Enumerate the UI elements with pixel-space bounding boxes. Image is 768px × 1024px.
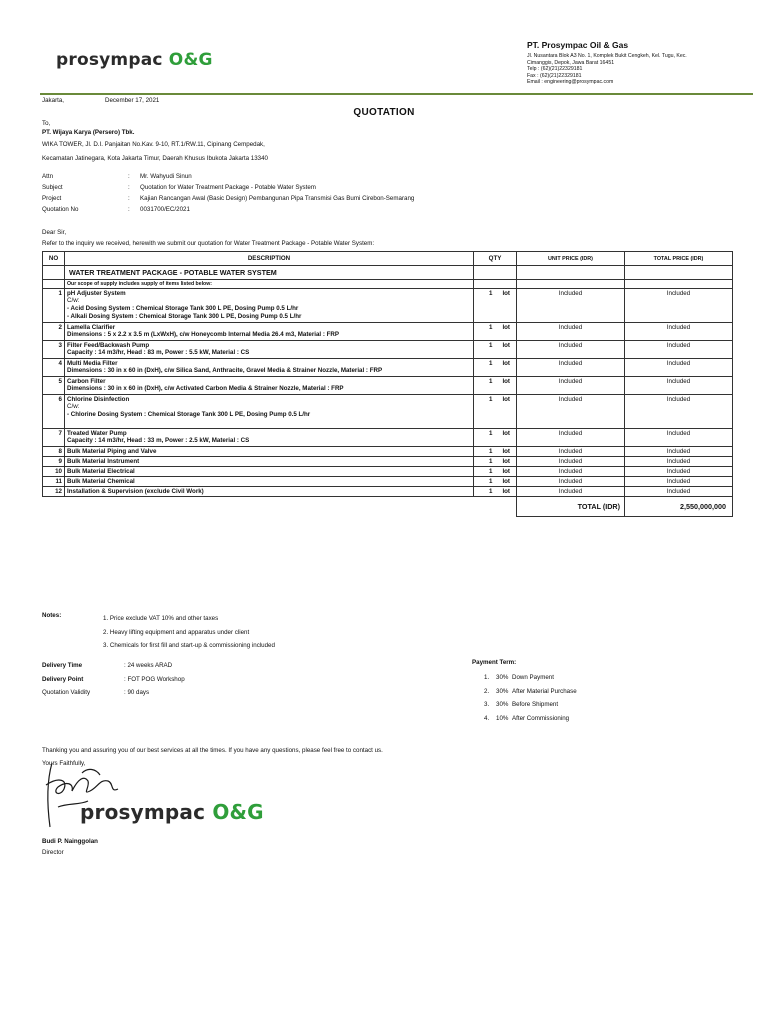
row-unit-price: Included <box>517 359 625 377</box>
row-qty <box>474 429 517 447</box>
row-title: Bulk Material Electrical <box>67 468 135 475</box>
row-unit-price: Included <box>517 487 625 497</box>
terms-block <box>42 659 185 700</box>
recipient-name: PT. Wijaya Karya (Persero) Tbk. <box>42 129 135 136</box>
row-title: Carbon Filter <box>67 378 106 385</box>
row-description <box>65 429 474 447</box>
row-total-price: Included <box>625 323 733 341</box>
row-qty-uom: lot <box>502 448 510 455</box>
section-title: WATER TREATMENT PACKAGE - POTABLE WATER SYSTEM <box>65 266 474 280</box>
row-title: Lamella Clarifier <box>67 324 116 331</box>
row-description <box>65 359 474 377</box>
scope-text: Our scope of supply includes supply of items listed below: <box>65 280 474 289</box>
logo-og: O&G <box>168 50 213 70</box>
row-qty-value: 1 <box>489 478 493 485</box>
col-qty: QTY <box>474 252 517 266</box>
quotation-table <box>42 251 733 517</box>
signer-position: Director <box>42 849 64 856</box>
row-no: 1 <box>43 289 65 323</box>
row-unit-price: Included <box>517 467 625 477</box>
row-detail-line: C/w: <box>67 403 80 410</box>
scope-row <box>43 280 733 289</box>
table-header-row <box>43 252 733 266</box>
row-title: Multi Media Filter <box>67 360 118 367</box>
company-name: PT. Prosympac Oil & Gas <box>527 40 629 50</box>
closing-regards: Yours Faithfully, <box>42 760 86 767</box>
row-qty-value: 1 <box>489 378 493 385</box>
payment-item: 1. 30% Down Payment <box>484 674 554 681</box>
row-qty-uom: lot <box>502 458 510 465</box>
term-quotation-validity: Quotation Validity : 90 days <box>42 689 150 696</box>
total-label: TOTAL (IDR) <box>517 497 625 517</box>
term-delivery-time: Delivery Time : 24 weeks ARAD <box>42 662 173 669</box>
table-row <box>43 323 733 341</box>
row-unit-price: Included <box>517 289 625 323</box>
row-description <box>65 377 474 395</box>
row-qty <box>474 457 517 467</box>
row-no: 9 <box>43 457 65 467</box>
table-row <box>43 477 733 487</box>
total-row <box>43 497 733 517</box>
table-row <box>43 341 733 359</box>
row-title: pH Adjuster System <box>67 290 126 297</box>
row-unit-price: Included <box>517 477 625 487</box>
row-qty-value: 1 <box>489 396 493 403</box>
row-title: Bulk Material Piping and Valve <box>67 448 157 455</box>
row-unit-price: Included <box>517 323 625 341</box>
payment-term-list <box>484 671 577 725</box>
row-description <box>65 457 474 467</box>
payment-term-label: Payment Term: <box>472 659 517 666</box>
row-detail-line <box>67 419 471 427</box>
closing-thanks: Thanking you and assuring you of our best services at all the times. If you have any questions, please feel free to contact us. <box>42 747 383 754</box>
row-total-price: Included <box>625 377 733 395</box>
company-email: Email : engineering@prosympac.com <box>527 79 614 86</box>
row-unit-price: Included <box>517 447 625 457</box>
row-qty-uom: lot <box>502 430 510 437</box>
row-total-price: Included <box>625 341 733 359</box>
row-total-price: Included <box>625 289 733 323</box>
row-total-price: Included <box>625 457 733 467</box>
row-total-price: Included <box>625 487 733 497</box>
row-unit-price: Included <box>517 341 625 359</box>
row-detail-line: - Chlorine Dosing System : Chemical Storage Tank 300 L PE, Dosing Pump 0.5 L/hr <box>67 411 311 418</box>
row-no: 10 <box>43 467 65 477</box>
row-qty <box>474 323 517 341</box>
row-no: 12 <box>43 487 65 497</box>
logo-text: prosympac <box>56 50 163 70</box>
row-qty-uom: lot <box>502 360 510 367</box>
intro-text: Refer to the inquiry we received, herewith we submit our quotation for Water Treatment Package - Potable Water System: <box>42 240 375 247</box>
signature-image <box>38 757 138 837</box>
stamp-logo-og: O&G <box>212 800 264 824</box>
row-unit-price: Included <box>517 395 625 429</box>
row-description <box>65 467 474 477</box>
row-unit-price: Included <box>517 457 625 467</box>
row-detail-line: - Alkali Dosing System : Chemical Storage Tank 300 L PE, Dosing Pump 0.5 L/hr <box>67 313 302 320</box>
note-item: 1. Price exclude VAT 10% and other taxes <box>103 615 219 622</box>
row-title: Bulk Material Instrument <box>67 458 140 465</box>
row-detail-line: - Acid Dosing System : Chemical Storage Tank 300 L PE, Dosing Pump 0.5 L/hr <box>67 305 299 312</box>
row-qty-uom: lot <box>502 396 510 403</box>
row-description <box>65 289 474 323</box>
row-total-price: Included <box>625 429 733 447</box>
to-label: To, <box>42 120 51 127</box>
row-total-price: Included <box>625 395 733 429</box>
row-qty <box>474 487 517 497</box>
row-total-price: Included <box>625 467 733 477</box>
row-qty-value: 1 <box>489 342 493 349</box>
row-qty-uom: lot <box>502 468 510 475</box>
meta-quotation-no: Quotation No : 0031700/EC/2021 <box>42 206 190 213</box>
row-no: 3 <box>43 341 65 359</box>
stamp-logo <box>80 800 264 824</box>
table-row <box>43 377 733 395</box>
row-qty-uom: lot <box>502 290 510 297</box>
row-no: 5 <box>43 377 65 395</box>
note-item: 3. Chemicals for first fill and start-up & commissioning included <box>103 642 275 649</box>
row-detail-line: Dimensions : 30 in x 60 in (DxH), c/w Activated Carbon Media & Strainer Nozzle, Material : FRP <box>67 385 344 392</box>
company-info <box>527 40 752 86</box>
row-qty-uom: lot <box>502 342 510 349</box>
row-detail-line: Dimensions : 30 in x 60 in (DxH), c/w Silica Sand, Anthracite, Gravel Media & Strainer Nozzle, Material : FRP <box>67 367 383 374</box>
payment-item: 2. 30% After Material Purchase <box>484 687 577 695</box>
row-qty <box>474 377 517 395</box>
meta-subject: Subject : Quotation for Water Treatment Package - Potable Water System <box>42 184 316 191</box>
row-qty-value: 1 <box>489 468 493 475</box>
date: December 17, 2021 <box>105 97 160 104</box>
row-title: Filter Feed/Backwash Pump <box>67 342 150 349</box>
row-detail-line: Capacity : 14 m3/hr, Head : 33 m, Power : 2.5 kW, Material : CS <box>67 437 250 444</box>
meta-attn: Attn : Mr. Wahyudi Sinun <box>42 173 192 180</box>
row-description <box>65 477 474 487</box>
col-unit-price: UNIT PRICE (IDR) <box>517 252 625 266</box>
row-detail-line: Capacity : 14 m3/hr, Head : 83 m, Power : 5.5 kW, Material : CS <box>67 349 250 356</box>
row-qty <box>474 447 517 457</box>
row-no: 4 <box>43 359 65 377</box>
row-no: 11 <box>43 477 65 487</box>
recipient-address-2: Kecamatan Jatinegara, Kota Jakarta Timur, Daerah Khusus Ibukota Jakarta 13340 <box>42 155 268 162</box>
row-qty <box>474 289 517 323</box>
company-address-2: Cimanggis, Depok, Jawa Barat 16451 <box>527 59 615 66</box>
row-qty-uom: lot <box>502 324 510 331</box>
row-qty <box>474 467 517 477</box>
page-title: QUOTATION <box>353 107 415 118</box>
company-telp: Telp : (62)(21)22329181 <box>527 66 583 73</box>
row-description <box>65 447 474 457</box>
note-item: 2. Heavy lifting equipment and apparatus under client <box>103 628 250 636</box>
greeting: Dear Sir, <box>42 229 67 236</box>
total-value: 2,550,000,000 <box>625 497 733 517</box>
table-row <box>43 467 733 477</box>
header-divider <box>40 93 753 95</box>
row-detail-line: C/w: <box>67 297 80 304</box>
company-logo <box>56 50 213 70</box>
row-title: Bulk Material Chemical <box>67 478 135 485</box>
company-fax: Fax : (62)(21)22329181 <box>527 72 582 79</box>
notes-label: Notes: <box>42 612 62 619</box>
col-total-price: TOTAL PRICE (IDR) <box>625 252 733 266</box>
term-delivery-point: Delivery Point : FOT POG Workshop <box>42 675 185 683</box>
row-qty <box>474 359 517 377</box>
row-qty-value: 1 <box>489 448 493 455</box>
table-row <box>43 289 733 323</box>
row-qty <box>474 477 517 487</box>
row-description <box>65 487 474 497</box>
row-qty-uom: lot <box>502 488 510 495</box>
meta-project: Project : Kajian Rancangan Awal (Basic Design) Pembangunan Pipa Transmisi Gas Bumi Cirebon-Semarang <box>42 195 415 202</box>
row-unit-price: Included <box>517 377 625 395</box>
col-no: NO <box>43 252 65 266</box>
row-title: Installation & Supervision (exclude Civil Work) <box>67 488 204 495</box>
row-no: 2 <box>43 323 65 341</box>
city: Jakarta, <box>42 97 65 104</box>
row-description <box>65 323 474 341</box>
recipient-address-1: WIKA TOWER, Jl. D.I. Panjaitan No.Kav. 9-10, RT.1/RW.11, Cipinang Cempedak, <box>42 141 265 148</box>
meta-block <box>42 173 414 217</box>
row-qty-value: 1 <box>489 290 493 297</box>
table-row <box>43 359 733 377</box>
row-description <box>65 341 474 359</box>
row-qty <box>474 395 517 429</box>
row-qty <box>474 341 517 359</box>
row-title: Chlorine Disinfection <box>67 396 130 403</box>
row-qty-uom: lot <box>502 378 510 385</box>
table-row <box>43 429 733 447</box>
table-row <box>43 395 733 429</box>
col-description: DESCRIPTION <box>65 252 474 266</box>
row-qty-value: 1 <box>489 324 493 331</box>
company-address-1: Jl. Nusantara Blok A3 No. 1, Komplek Bukit Cengkeh, Kel. Tugu, Kec. <box>527 53 687 59</box>
row-qty-value: 1 <box>489 360 493 367</box>
row-no: 7 <box>43 429 65 447</box>
row-qty-value: 1 <box>489 430 493 437</box>
row-qty-uom: lot <box>502 478 510 485</box>
payment-item: 3. 30% Before Shipment <box>484 701 559 708</box>
row-title: Treated Water Pump <box>67 430 127 437</box>
payment-item: 4. 10% After Commissioning <box>484 714 570 722</box>
table-row <box>43 487 733 497</box>
table-row <box>43 457 733 467</box>
row-description <box>65 395 474 429</box>
section-title-row <box>43 266 733 280</box>
stamp-logo-text: prosympac <box>80 800 206 824</box>
signer-name: Budi P. Nainggolan <box>42 838 98 845</box>
row-total-price: Included <box>625 447 733 457</box>
row-total-price: Included <box>625 477 733 487</box>
row-no: 6 <box>43 395 65 429</box>
row-qty-value: 1 <box>489 488 493 495</box>
table-row <box>43 447 733 457</box>
row-unit-price: Included <box>517 429 625 447</box>
row-detail-line: Dimensions : 5 x 2.2 x 3.5 m (LxWxH), c/w Honeycomb Internal Media 26.4 m3, Material : FRP <box>67 331 339 338</box>
row-total-price: Included <box>625 359 733 377</box>
row-no: 8 <box>43 447 65 457</box>
row-qty-value: 1 <box>489 458 493 465</box>
notes-list <box>103 612 275 653</box>
